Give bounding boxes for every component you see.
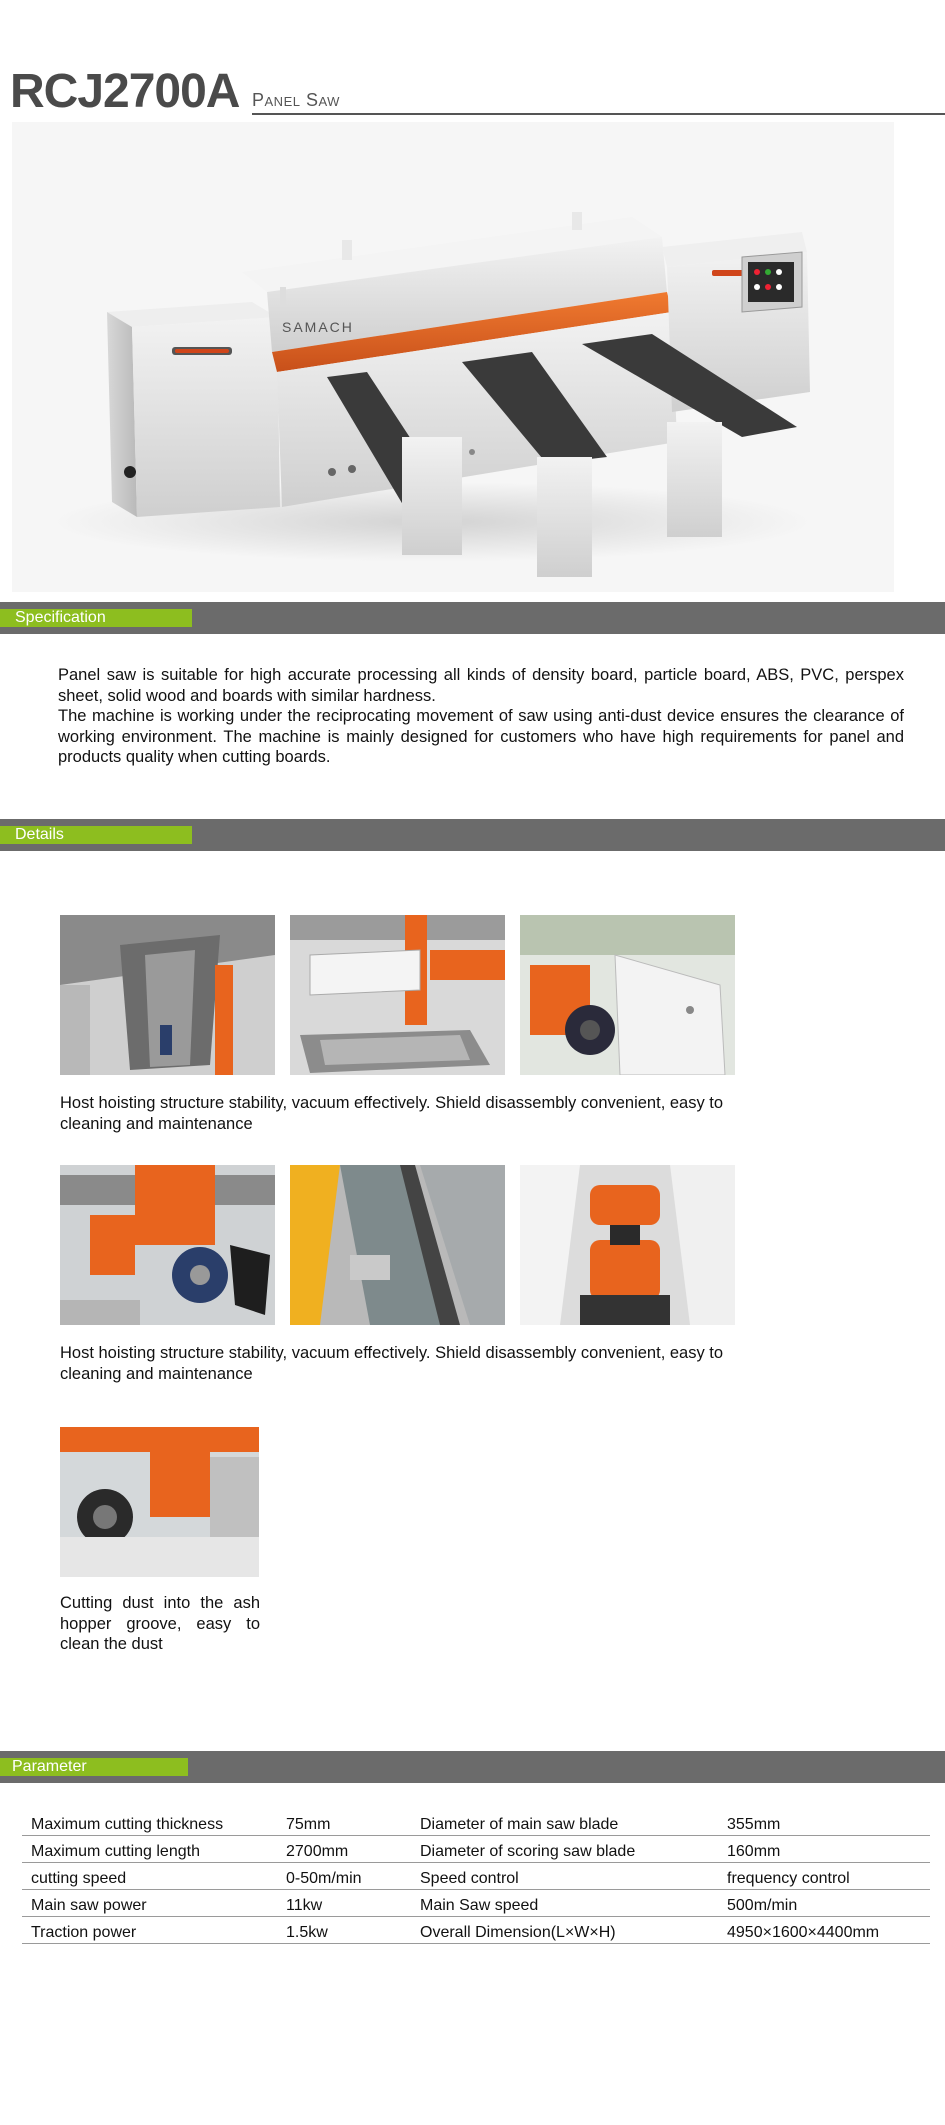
param-value: 11kw: [277, 1890, 411, 1917]
param-value: 1.5kw: [277, 1917, 411, 1944]
details-section-bar: [0, 819, 945, 851]
param-value: 500m/min: [718, 1890, 930, 1917]
parameter-heading: Parameter: [12, 1758, 87, 1775]
parameter-table: [22, 1809, 930, 1944]
parameter-section-bar: [0, 1751, 945, 1783]
brand-logo: SAMACH: [282, 319, 354, 335]
detail-photo: [60, 1165, 275, 1325]
specification-text: [58, 665, 904, 768]
param-value: frequency control: [718, 1863, 930, 1890]
product-subtitle: Panel Saw: [252, 90, 340, 110]
hero-machine-image: [12, 122, 894, 592]
specification-heading: Specification: [15, 609, 106, 626]
detail-photo: [290, 915, 505, 1075]
param-value: 75mm: [277, 1809, 411, 1836]
param-name: Overall Dimension(L×W×H): [411, 1917, 718, 1944]
table-row: [22, 1809, 930, 1836]
detail-photo: [60, 1427, 259, 1577]
param-name: Maximum cutting thickness: [22, 1809, 277, 1836]
detail-caption: Host hoisting structure stability, vacuum effectively. Shield disassembly convenient, easy to cleaning and maintenance: [60, 1344, 724, 1383]
param-name: Speed control: [411, 1863, 718, 1890]
param-name: Maximum cutting length: [22, 1836, 277, 1863]
table-row: [22, 1863, 930, 1890]
param-name: Main saw power: [22, 1890, 277, 1917]
model-title: RCJ2700A: [10, 65, 240, 118]
param-value: 4950×1600×4400mm: [718, 1917, 930, 1944]
param-value: 0-50m/min: [277, 1863, 411, 1890]
detail-photo: [520, 1165, 735, 1325]
spec-paragraph: Panel saw is suitable for high accurate processing all kinds of density board, particle board, ABS, PVC, perspex sheet, solid wood and boards with similar hardness.: [58, 666, 904, 705]
panel-saw-illustration: [12, 122, 894, 592]
details-heading: Details: [15, 826, 64, 843]
param-name: Main Saw speed: [411, 1890, 718, 1917]
param-value: 355mm: [718, 1809, 930, 1836]
table-row: [22, 1917, 930, 1944]
spec-paragraph: The machine is working under the reciprocating movement of saw using anti-dust device ensures the clearance of working environment. The machine is mainly designed for customers who have high requirements for panel and products quality when cutting boards.: [58, 707, 904, 766]
detail-photo: [60, 915, 275, 1075]
detail-photo: [290, 1165, 505, 1325]
specification-section-bar: [0, 602, 945, 634]
title-divider: [252, 113, 945, 115]
param-name: Traction power: [22, 1917, 277, 1944]
param-value: 2700mm: [277, 1836, 411, 1863]
detail-caption: Host hoisting structure stability, vacuum effectively. Shield disassembly convenient, easy to cleaning and maintenance: [60, 1094, 724, 1133]
table-row: [22, 1890, 930, 1917]
param-name: Diameter of scoring saw blade: [411, 1836, 718, 1863]
detail-photo: [520, 915, 735, 1075]
detail-caption: Cutting dust into the ash hopper groove, easy to clean the dust: [60, 1594, 260, 1653]
table-row: [22, 1836, 930, 1863]
param-value: 160mm: [718, 1836, 930, 1863]
param-name: Diameter of main saw blade: [411, 1809, 718, 1836]
param-name: cutting speed: [22, 1863, 277, 1890]
